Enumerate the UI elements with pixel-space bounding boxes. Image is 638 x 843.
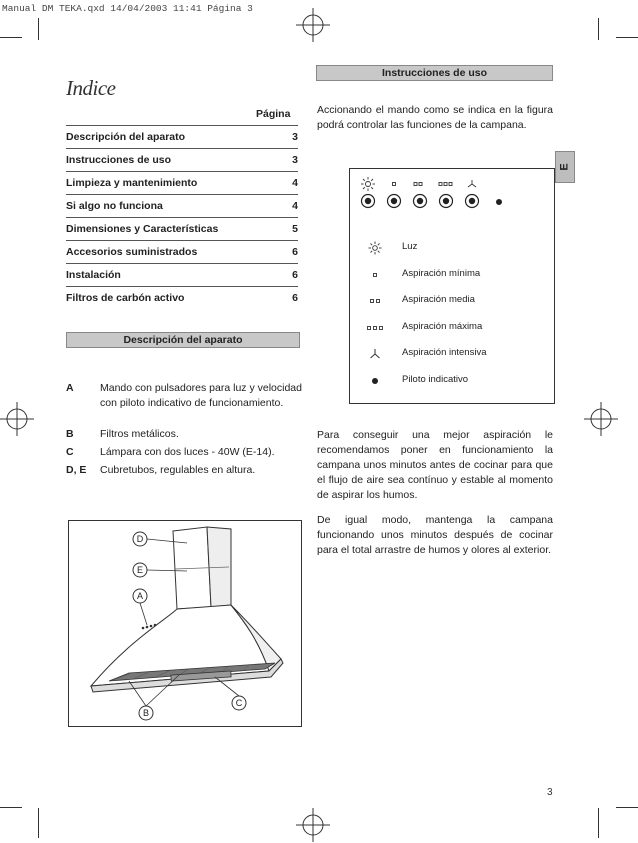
index-item-page: 6 xyxy=(292,269,298,281)
hood-drawing xyxy=(69,521,301,726)
language-tab: E xyxy=(555,151,575,183)
usage-paragraph-1: Para conseguir una mejor aspiración le recomendamos poner en funcionamiento la campana unos minutos antes de cocinar para que el flujo de aire sea contínuo y estable al momento de aspirar los humos. xyxy=(317,429,553,501)
index-item[interactable] xyxy=(66,195,298,217)
registration-mark-top xyxy=(296,8,330,42)
control-panel-buttons xyxy=(350,169,554,219)
description-item-letter: C xyxy=(66,446,74,458)
index-title: Indice xyxy=(66,76,116,100)
page-number: 3 xyxy=(547,787,553,798)
figure-label-d: D xyxy=(136,534,144,544)
figure-label-b: B xyxy=(142,708,150,718)
speed-medium-icon xyxy=(364,294,386,308)
index-item[interactable] xyxy=(66,218,298,240)
description-item xyxy=(66,427,302,442)
index-item-label: Descripción del aparato xyxy=(66,131,186,143)
legend-label: Aspiración mínima xyxy=(402,268,481,279)
legend-row-max xyxy=(350,321,554,335)
crop-mark xyxy=(598,808,599,838)
speed-high-icon xyxy=(364,321,386,335)
crop-mark xyxy=(616,37,638,38)
index-item-label: Dimensiones y Características xyxy=(66,223,219,235)
usage-heading: Instrucciones de uso xyxy=(316,65,553,81)
registration-mark-left xyxy=(0,402,34,436)
index-item[interactable] xyxy=(66,149,298,171)
description-item-text: Lámpara con dos luces - 40W (E-14). xyxy=(100,446,275,458)
index-item-page: 3 xyxy=(292,131,298,143)
description-item-letter: A xyxy=(66,382,74,394)
light-icon xyxy=(364,241,386,255)
legend-row-med xyxy=(350,294,554,308)
index-item[interactable] xyxy=(66,287,298,309)
legend-label: Piloto indicativo xyxy=(402,374,469,385)
index-item-label: Si algo no funciona xyxy=(66,200,163,212)
index-item[interactable] xyxy=(66,126,298,148)
index-item[interactable] xyxy=(66,241,298,263)
hood-illustration xyxy=(68,520,302,727)
index-item-page: 5 xyxy=(292,223,298,235)
index-item-page: 6 xyxy=(292,246,298,258)
registration-mark-bottom xyxy=(296,808,330,842)
crop-mark xyxy=(38,18,39,40)
index-page-label: Página xyxy=(256,108,291,120)
legend-label: Aspiración media xyxy=(402,294,475,305)
registration-mark-right xyxy=(584,402,618,436)
index-item-page: 6 xyxy=(292,292,298,304)
control-panel-diagram xyxy=(349,168,555,404)
description-item xyxy=(66,381,302,411)
crop-mark xyxy=(0,807,22,808)
crop-mark xyxy=(616,807,638,808)
index-item-page: 4 xyxy=(292,200,298,212)
description-item-text: Mando con pulsadores para luz y velocidad con piloto indicativo de funcionamiento. xyxy=(100,382,302,409)
index-item-page: 3 xyxy=(292,154,298,166)
description-heading: Descripción del aparato xyxy=(66,332,300,348)
crop-mark xyxy=(38,808,39,838)
light-icon xyxy=(361,177,375,191)
description-item-letter: B xyxy=(66,428,74,440)
description-item-text: Cubretubos, regulables en altura. xyxy=(100,464,256,476)
intensive-icon xyxy=(364,347,386,361)
legend-row-intensive xyxy=(350,347,554,361)
index-item-label: Filtros de carbón activo xyxy=(66,292,185,304)
figure-label-e: E xyxy=(136,565,144,575)
legend-row-min xyxy=(350,268,554,282)
crop-mark xyxy=(598,18,599,40)
index-item[interactable] xyxy=(66,172,298,194)
description-item xyxy=(66,445,302,460)
index-item-page: 4 xyxy=(292,177,298,189)
index-item[interactable] xyxy=(66,264,298,286)
legend-row-pilot xyxy=(350,374,554,388)
usage-paragraph-2: De igual modo, mantenga la campana funcionando unos minutos después de cocinar para el total arrastre de humos y olores al exterior. xyxy=(317,514,553,556)
legend-row-light xyxy=(350,241,554,255)
description-item xyxy=(66,463,302,478)
index-item-label: Accesorios suministrados xyxy=(66,246,198,258)
pilot-light-icon xyxy=(364,374,386,388)
legend-label: Luz xyxy=(402,241,418,252)
figure-label-a: A xyxy=(136,591,144,601)
index-item-label: Instrucciones de uso xyxy=(66,154,172,166)
legend-label: Aspiración máxima xyxy=(402,321,483,332)
description-item-letter: D, E xyxy=(66,464,87,476)
figure-label-c: C xyxy=(235,698,243,708)
print-header: Manual DM TEKA.qxd 14/04/2003 11:41 Página 3 xyxy=(2,3,253,14)
index-item-label: Limpieza y mantenimiento xyxy=(66,177,198,189)
index-item-label: Instalación xyxy=(66,269,121,281)
usage-intro: Accionando el mando como se indica en la figura podrá controlar las funciones de la campana. xyxy=(317,104,553,131)
description-item-text: Filtros metálicos. xyxy=(100,428,179,440)
speed-low-icon xyxy=(364,268,386,282)
legend-label: Aspiración intensiva xyxy=(402,347,487,358)
crop-mark xyxy=(0,37,22,38)
